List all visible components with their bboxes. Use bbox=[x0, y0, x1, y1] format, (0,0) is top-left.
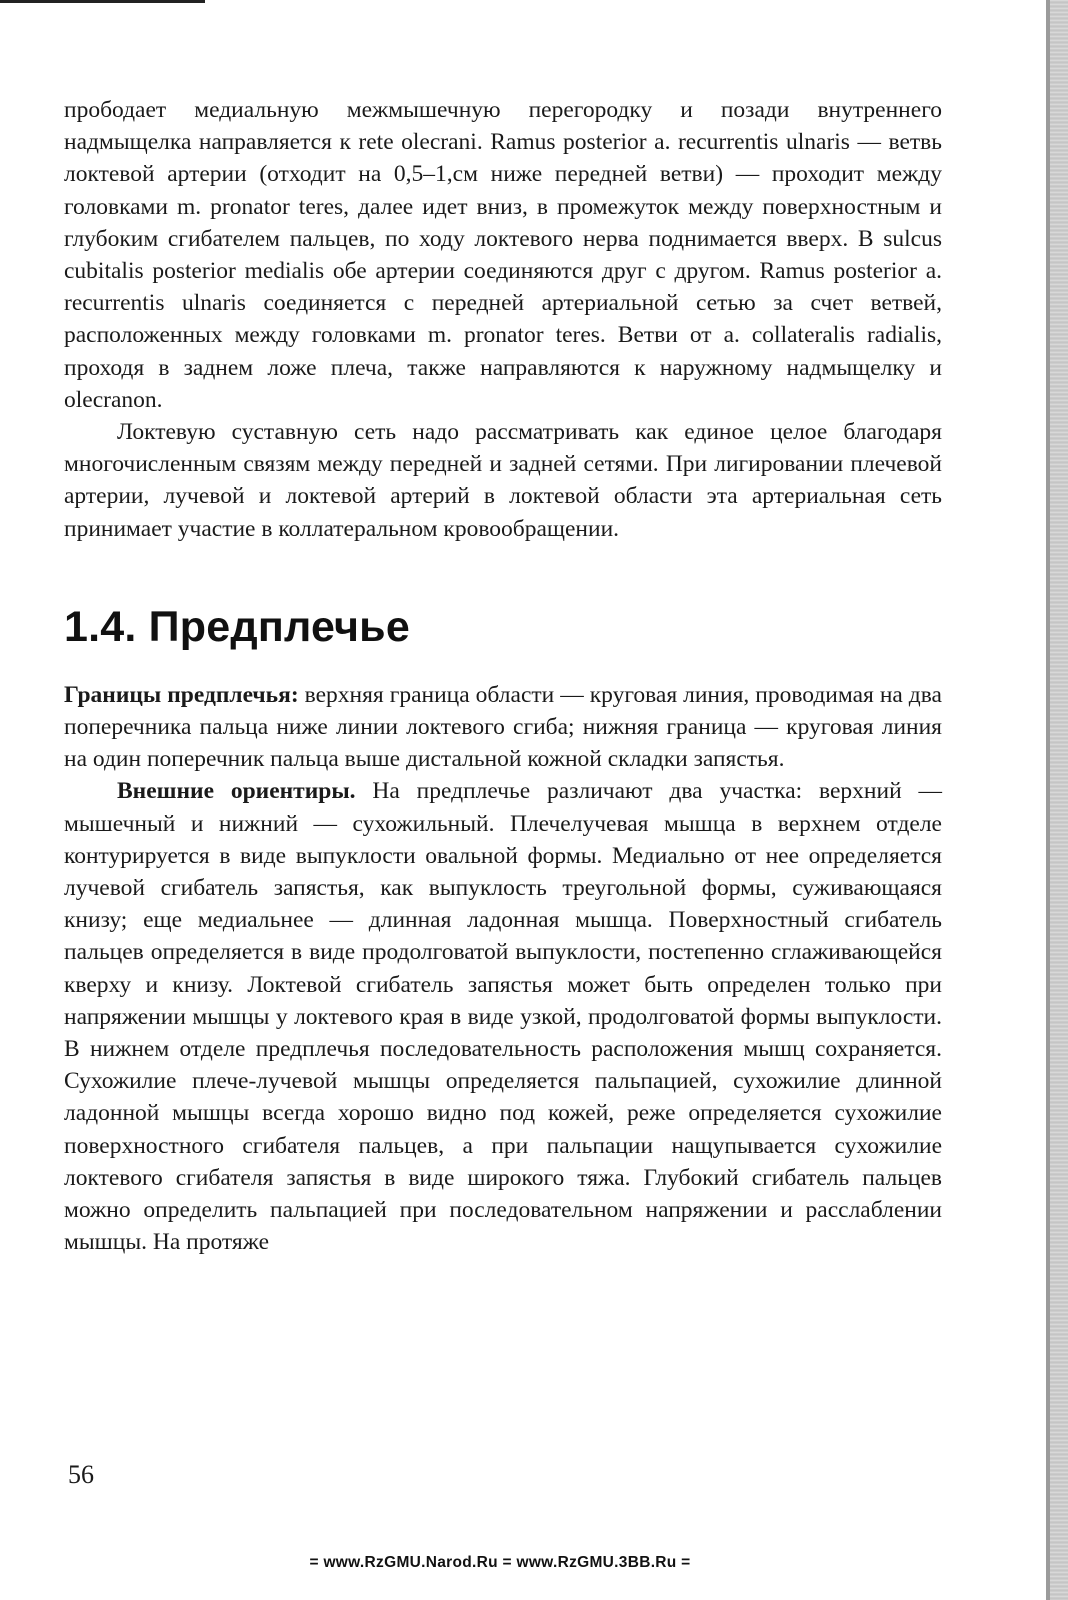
body-paragraph: прободает медиальную межмышечную перегородку и позади внутреннего надмыщелка направляется к rete olecrani. Ramus posterior a. recurrentis ulnaris — ветвь локтевой артерии (отходит на 0,5–1,см ниже передней ветви) — проходит между головками m. pronator teres, далее идет вниз, в промежуток между поверхностным и глубоким сгибателем пальцев, по ходу локтевого нерва поднимается вверх. В sulcus cubitalis posterior medialis обе артерии соединяются друг с другом. Ramus posterior a. recurrentis ulnaris соединяется с передней артериальной сетью за счет ветвей, расположенных между головками m. pronator teres. Ветви от a. collateralis radialis, проходя в заднем ложе плеча, также направляются к наружному надмыщелку и olecranon. bbox=[64, 97, 942, 413]
page-content bbox=[64, 94, 942, 1259]
footer-watermark: = www.RzGMU.Narod.Ru = www.RzGMU.3BB.Ru = bbox=[309, 1554, 691, 1571]
landmarks-paragraph bbox=[64, 775, 942, 1258]
borders-text: верхняя граница области — круговая линия, проводимая на два поперечника пальца ниже линии локтевого сгиба; нижняя граница — круговая линия на один поперечник пальца выше дистальной кожной складки запястья. bbox=[64, 681, 942, 773]
section-heading: 1.4. Предплечье bbox=[64, 602, 410, 651]
borders-paragraph bbox=[64, 679, 942, 776]
page-number: 56 bbox=[68, 1460, 94, 1489]
body-paragraph: Локтевую суставную сеть надо рассматривать как единое целое благодаря многочисленным связям между передней и задней сетями. При лигировании плечевой артерии, лучевой и локтевой артерий в локтевой области эта артериальная сеть принимает участие в коллатеральном кровообращении. bbox=[64, 419, 942, 542]
landmarks-text: На предплечье различают два участка: верхний — мышечный и нижний — сухожильный. Плечелучевая мышца в верхнем отделе контурируется в виде выпуклости овальной формы. Медиально от нее определяется лучевой сгибатель запястья, как выпуклость треугольной формы, суживающаяся книзу; еще медиальнее — длинная ладонная мышца. Поверхностный сгибатель пальцев определяется в виде продолговатой выпуклости, постепенно сглаживающейся кверху и книзу. Локтевой сгибатель запястья может быть определен только при напряжении мышцы у локтевого края в виде узкой, продолговатой формы выпуклости. В нижнем отделе предплечья последовательность расположения мышц сохраняется. Сухожилие плече-лучевой мышцы определяется пальпацией, сухожилие длинной ладонной мышцы всегда хорошо видно под кожей, реже определяется сухожилие поверхностного сгибателя пальцев, а при пальпации нащупывается сухожилие локтевого сгибателя запястья в виде широкого тяжа. Глубокий сгибатель пальцев можно определить пальпацией при последовательном напряжении и расслаблении мышцы. На протяже bbox=[64, 778, 942, 1256]
borders-lead: Границы предплечья: bbox=[64, 681, 299, 708]
landmarks-lead: Внешние ориентиры. bbox=[117, 778, 356, 805]
scan-edge-binding bbox=[1046, 0, 1068, 1600]
top-rule bbox=[0, 0, 205, 3]
